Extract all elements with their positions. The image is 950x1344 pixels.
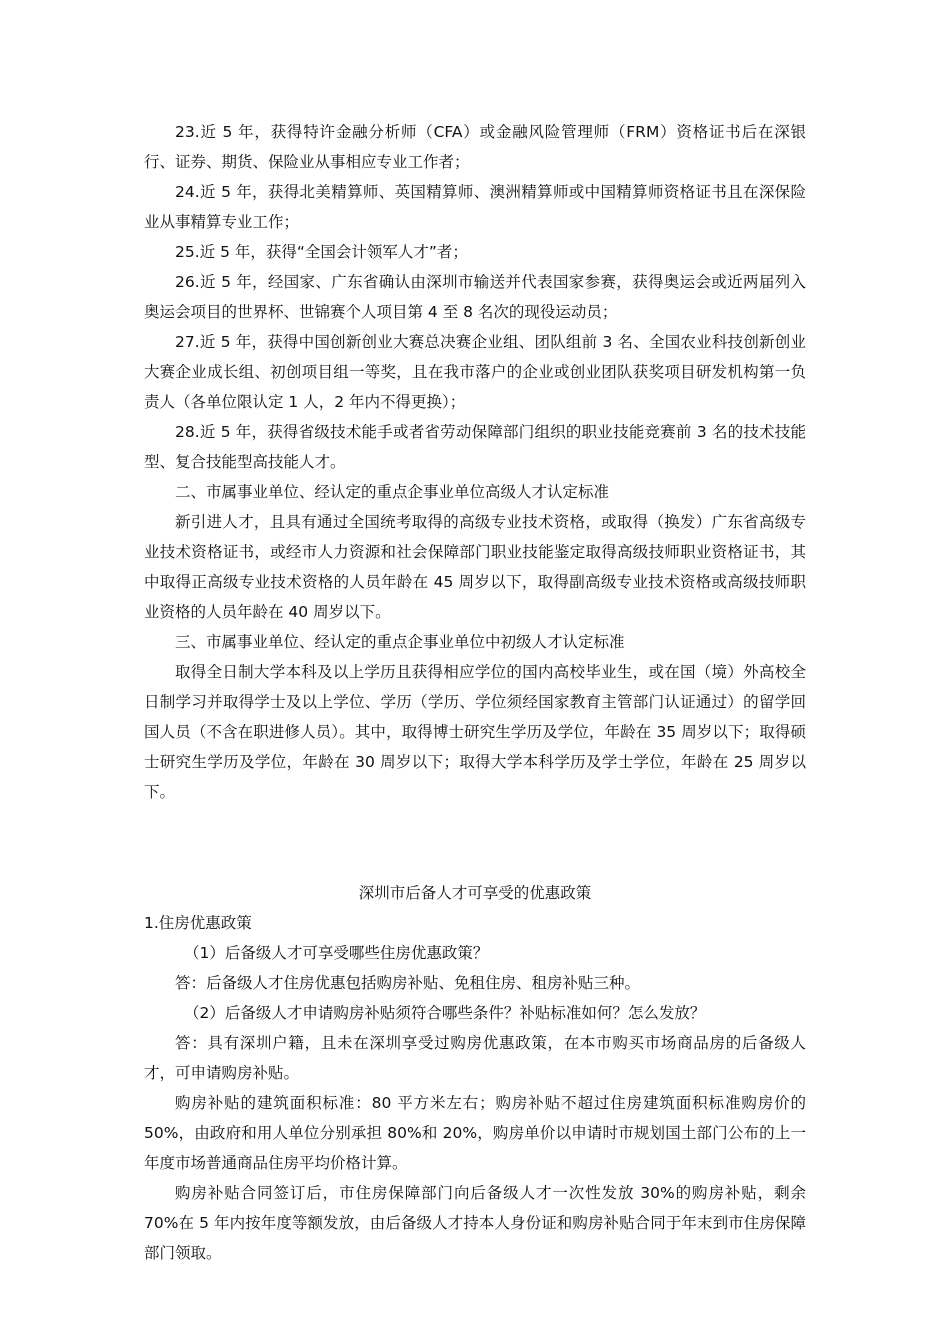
answer-2: 答：具有深圳户籍，且未在深圳享受过购房优惠政策，在本市购买市场商品房的后备级人才，可申请购房补贴。 xyxy=(144,1034,806,1082)
question-2: （2）后备级人才申请购房补贴须符合哪些条件？补贴标准如何？怎么发放？ xyxy=(184,1004,706,1022)
item-23: 23.近 5 年，获得特许金融分析师（CFA）或金融风险管理师（FRM）资格证书后在深银行、证券、期货、保险业从事相应专业工作者； xyxy=(144,123,806,171)
item-25: 25.近 5 年，获得“全国会计领军人才”者； xyxy=(175,243,468,261)
answer-1: 答：后备级人才住房优惠包括购房补贴、免租住房、租房补贴三种。 xyxy=(175,974,641,992)
senior-talent-heading: 二、市属事业单位、经认定的重点企事业单位高级人才认定标准 xyxy=(175,483,610,501)
section-title: 深圳市后备人才可享受的优惠政策 xyxy=(358,884,592,902)
item-27: 27.近 5 年，获得中国创新创业大赛总决赛企业组、团队组前 3 名、全国农业科技创新创业大赛企业成长组、初创项目组一等奖，且在我市落户的企业或创业团队获奖项目研发机构第一负责人（各单位限认定 1 人，2 年内不得更换）； xyxy=(144,333,806,411)
item-24: 24.近 5 年，获得北美精算师、英国精算师、澳洲精算师或中国精算师资格证书且在深保险业从事精算专业工作； xyxy=(144,183,806,231)
item-26: 26.近 5 年，经国家、广东省确认由深圳市输送并代表国家参赛，获得奥运会或近两届列入奥运会项目的世界杯、世锦赛个人项目第 4 至 8 名次的现役运动员； xyxy=(144,273,806,321)
item-28: 28.近 5 年，获得省级技术能手或者省劳动保障部门组织的职业技能竞赛前 3 名的技术技能型、复合技能型高技能人才。 xyxy=(144,423,806,471)
talent-standards-section xyxy=(144,117,806,807)
junior-talent-heading: 三、市属事业单位、经认定的重点企事业单位中初级人才认定标准 xyxy=(175,633,625,651)
question-1: （1）后备级人才可享受哪些住房优惠政策？ xyxy=(184,944,489,962)
subsidy-payment: 购房补贴合同签订后，市住房保障部门向后备级人才一次性发放 30%的购房补贴，剩余 70%在 5 年内按年度等额发放，由后备级人才持本人身份证和购房补贴合同于年末到市住房保障部门领取。 xyxy=(144,1184,806,1262)
housing-policy-heading: 1.住房优惠政策 xyxy=(144,914,252,932)
senior-talent-criteria: 新引进人才，且具有通过全国统考取得的高级专业技术资格，或取得（换发）广东省高级专业技术资格证书，或经市人力资源和社会保障部门职业技能鉴定取得高级技师职业资格证书，其中取得正高级专业技术资格的人员年龄在 45 周岁以下，取得副高级专业技术资格或高级技师职业资格的人员年龄在 40 周岁以下。 xyxy=(144,513,806,621)
subsidy-standard: 购房补贴的建筑面积标准：80 平方米左右；购房补贴不超过住房建筑面积标准购房价的 50%，由政府和用人单位分别承担 80%和 20%，购房单价以申请时市规划国土部门公布的上一年度市场普通商品住房平均价格计算。 xyxy=(144,1094,806,1172)
reserve-talent-policy-section xyxy=(144,878,806,1268)
junior-talent-criteria: 取得全日制大学本科及以上学历且获得相应学位的国内高校毕业生，或在国（境）外高校全日制学习并取得学士及以上学位、学历（学历、学位须经国家教育主管部门认证通过）的留学回国人员（不含在职进修人员）。其中，取得博士研究生学历及学位，年龄在 35 周岁以下；取得硕士研究生学历及学位，年龄在 30 周岁以下；取得大学本科学历及学士学位，年龄在 25 周岁以下。 xyxy=(144,663,806,801)
